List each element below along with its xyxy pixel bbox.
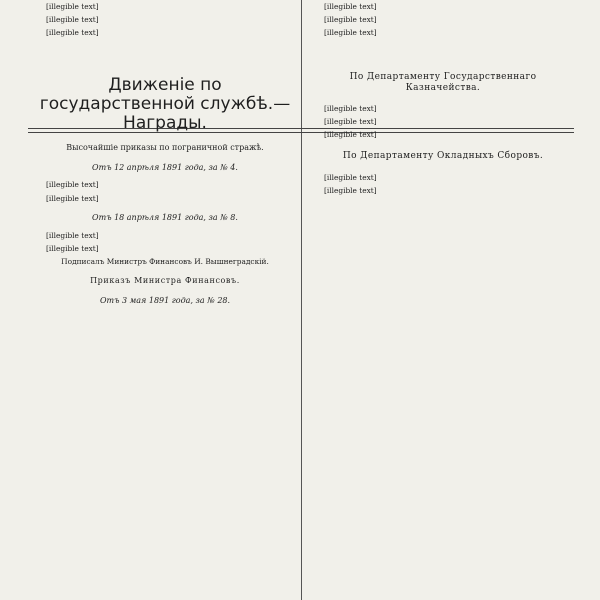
left-paragraph-4: [illegible text]: [46, 243, 99, 253]
left-order-title: Приказъ Министра Финансовъ.: [90, 276, 240, 286]
top-right-block: [312, 2, 574, 38]
right-column: [312, 0, 574, 199]
right-paragraph-3: [illegible text]: [324, 130, 377, 140]
left-date-1: Отъ 12 апрѣля 1891 года, за № 4.: [92, 162, 238, 172]
top-left-paragraph-1: [illegible text]: [46, 2, 99, 11]
left-signature: Подписалъ Министръ Финансовъ И. Вышнеградскій.: [61, 257, 269, 267]
top-right-paragraph-2: [illegible text]: [324, 15, 377, 25]
left-column: [34, 0, 296, 314]
left-subtitle: Высочайшіе приказы по пограничной стражѣ.: [66, 142, 264, 152]
left-title: Движеніе по государственной службѣ.—Награды.: [39, 74, 291, 133]
top-left-block: [34, 2, 296, 38]
top-left-paragraph-2: [illegible text]: [46, 15, 99, 25]
left-order-date: Отъ 3 мая 1891 года, за № 28.: [99, 296, 231, 306]
top-right-paragraph-1: [illegible text]: [324, 2, 377, 11]
column-divider: [301, 0, 302, 600]
top-left-paragraph-3: [illegible text]: [46, 28, 99, 38]
right-paragraph-1: [illegible text]: [324, 103, 377, 113]
left-paragraph-3: [illegible text]: [46, 230, 99, 240]
right-heading-1: По Департаменту Государственнаго Казначейства.: [349, 71, 537, 93]
right-paragraph-2: [illegible text]: [324, 117, 377, 126]
left-paragraph-2: [illegible text]: [46, 193, 99, 203]
right-paragraph-4: [illegible text]: [324, 172, 377, 182]
left-date-2: Отъ 18 апрѣля 1891 года, за № 8.: [92, 212, 238, 222]
right-paragraph-5: [illegible text]: [324, 185, 377, 195]
right-heading-2: По Департаменту Окладныхъ Сборовъ.: [342, 151, 544, 162]
left-paragraph-1: [illegible text]: [46, 180, 99, 190]
top-right-paragraph-3: [illegible text]: [324, 28, 377, 38]
